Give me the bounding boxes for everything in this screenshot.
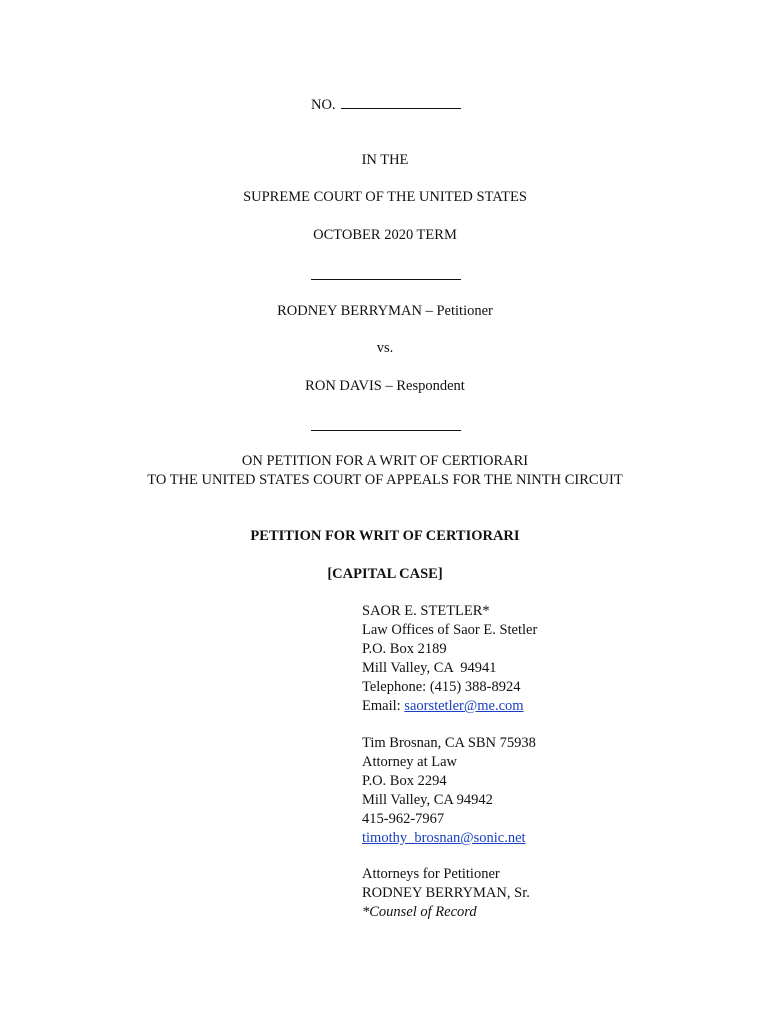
counsel-1-telephone: Telephone: (415) 388-8924 [362, 679, 521, 695]
divider-rule [311, 430, 461, 431]
versus-line: vs. [376, 340, 394, 356]
counsel-block-2 [362, 734, 536, 848]
attorneys-for-label: Attorneys for Petitioner [362, 866, 500, 882]
document-title: PETITION FOR WRIT OF CERTIORARI [250, 528, 520, 544]
counsel-2-po-box: P.O. Box 2294 [362, 773, 447, 789]
counsel-2-title: Attorney at Law [362, 754, 458, 770]
counsel-2-email-link[interactable]: timothy_brosnan@sonic.net [362, 830, 526, 846]
docket-number [311, 94, 461, 114]
court-intro: IN THE [361, 152, 409, 168]
counsel-1-email-link[interactable]: saorstetler@me.com [404, 698, 524, 714]
case-type: [CAPITAL CASE] [327, 566, 443, 582]
counsel-1-firm: Law Offices of Saor E. Stetler [362, 622, 538, 638]
counsel-2-email-row [362, 829, 536, 848]
docket-blank-line [341, 94, 461, 109]
attorneys-for-block [362, 865, 530, 922]
divider-rule [311, 279, 461, 280]
petitioner-line: RODNEY BERRYMAN – Petitioner [277, 303, 493, 319]
counsel-1-email-row [362, 697, 537, 716]
counsel-of-record-note: *Counsel of Record [362, 904, 477, 920]
court-term: OCTOBER 2020 TERM [313, 227, 457, 243]
court-name: SUPREME COURT OF THE UNITED STATES [243, 189, 527, 205]
counsel-2-phone: 415-962-7967 [362, 811, 445, 827]
petitioner-name: RODNEY BERRYMAN, Sr. [362, 885, 530, 901]
respondent-line: RON DAVIS – Respondent [305, 378, 465, 394]
counsel-1-name: SAOR E. STETLER* [362, 603, 490, 619]
counsel-1-email-label: Email: [362, 698, 405, 714]
counsel-block-1 [362, 602, 537, 716]
counsel-2-name: Tim Brosnan, CA SBN 75938 [362, 735, 536, 751]
petition-on-line-1: ON PETITION FOR A WRIT OF CERTIORARI [241, 453, 529, 469]
counsel-1-po-box: P.O. Box 2189 [362, 641, 447, 657]
counsel-2-city: Mill Valley, CA 94942 [362, 792, 493, 808]
counsel-1-city: Mill Valley, CA 94941 [362, 660, 497, 676]
docket-label: NO. [311, 97, 336, 113]
petition-on-line-2: TO THE UNITED STATES COURT OF APPEALS FOR THE NINTH CIRCUIT [147, 472, 623, 488]
